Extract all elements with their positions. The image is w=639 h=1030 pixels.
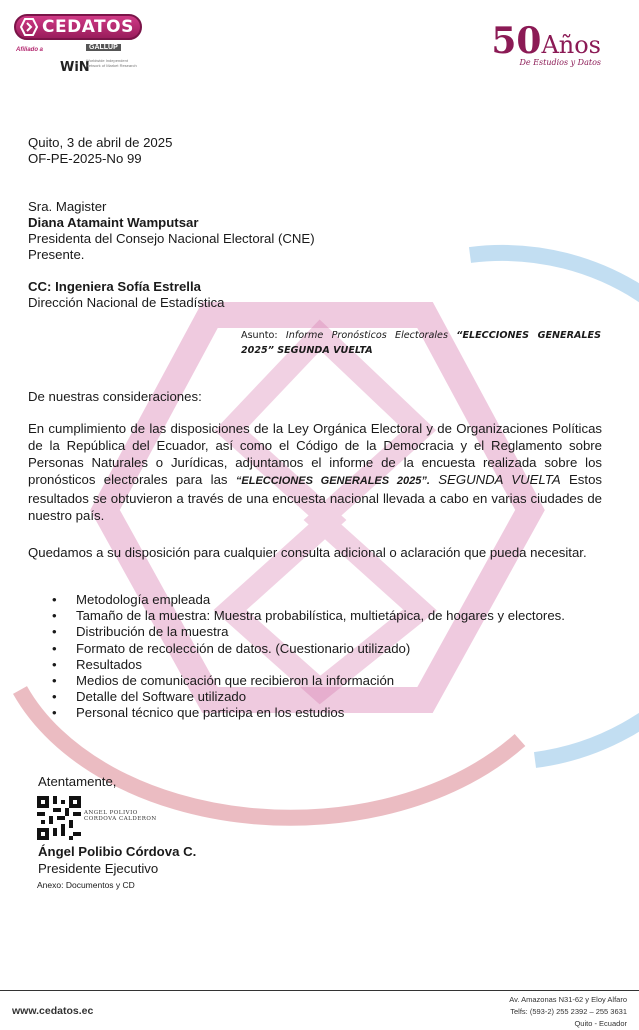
- list-item: • Distribución de la muestra: [52, 624, 565, 640]
- signer-role: Presidente Ejecutivo: [38, 861, 159, 876]
- signer-name: Ángel Polibio Córdova C.: [38, 844, 197, 859]
- subject-label: Asunto:: [241, 330, 278, 341]
- list-item: • Formato de recolección de datos. (Cuestionario utilizado): [52, 641, 565, 657]
- logo-text: CEDATOS: [42, 17, 134, 37]
- footer-address-line-2: Telfs: (593-2) 255 2392 – 255 3631: [510, 1007, 627, 1016]
- footer-divider: [0, 990, 639, 991]
- recipient-role: Presidenta del Consejo Nacional Electoral (CNE): [28, 231, 315, 246]
- cc-role: Dirección Nacional de Estadística: [28, 295, 225, 310]
- body-paragraph-2: Quedamos a su disposición para cualquier consulta adicional o aclaración que pueda necesitar.: [28, 545, 587, 560]
- list-item: • Tamaño de la muestra: Muestra probabilística, multietápica, de hogares y electores.: [52, 608, 565, 624]
- qr-signature-icon: [37, 796, 81, 840]
- win-subtitle: Worldwide Independent Network of Market Research: [86, 58, 137, 68]
- cedatos-logo-pill: [14, 14, 142, 40]
- anniversary-number: 50: [491, 20, 542, 62]
- affiliate-label: Afiliado a: [16, 47, 44, 53]
- greeting: De nuestras consideraciones:: [28, 389, 202, 404]
- list-item: • Personal técnico que participa en los estudios: [52, 705, 565, 721]
- anniversary-logo: [491, 20, 601, 67]
- anniversary-word: Años: [541, 31, 601, 59]
- body-p1-italic: SEGUNDA VUELTA: [438, 472, 561, 487]
- subject-bold: “ELECCIONES GENERALES 2025” SEGUNDA VUELTA: [241, 330, 601, 356]
- body-p1-part2: Estos resultados se obtuvieron a través de una encuesta nacional llevada a cabo en varias ciudades de nuestro país.: [28, 472, 602, 523]
- cedatos-logo: [14, 14, 144, 76]
- list-item: • Medios de comunicación que recibieron la información: [52, 673, 565, 689]
- footer-address-line-3: Quito - Ecuador: [574, 1019, 627, 1028]
- recipient-name: Diana Atamaint Wamputsar: [28, 215, 199, 230]
- body-p1-bold: “ELECCIONES GENERALES 2025”.: [235, 475, 430, 487]
- recipient-presente: Presente.: [28, 247, 85, 262]
- signature-text-2: CORDOVA CALDERON: [84, 816, 157, 822]
- cedatos-mark-icon: [19, 17, 39, 37]
- body-paragraph-1: [28, 420, 602, 524]
- recipient-title: Sra. Magister: [28, 199, 107, 214]
- place-date: Quito, 3 de abril de 2025: [28, 135, 173, 150]
- win-logo: WiN: [60, 60, 90, 75]
- body-p1-part1: En cumplimiento de las disposiciones de la Ley Orgánica Electoral y de Organizaciones Políticas de la República del Ecuador, así como el Código de la Democracia y el Reglamento sobre Personas Naturales o Jurídicas, adjuntamos el informe de la encuesta realizada sobre los pronósticos electorales para las: [28, 421, 602, 487]
- anniversary-subtitle: De Estudios y Datos: [519, 58, 601, 67]
- reference-number: OF-PE-2025-No 99: [28, 151, 142, 166]
- footer-website: www.cedatos.ec: [12, 1005, 94, 1017]
- cc-name: CC: Ingeniera Sofía Estrella: [28, 279, 201, 294]
- digital-signature-label: [84, 810, 157, 822]
- list-item: • Metodología empleada: [52, 592, 565, 608]
- closing: Atentamente,: [38, 774, 117, 789]
- annex-note: Anexo: Documentos y CD: [37, 880, 135, 890]
- list-item: • Detalle del Software utilizado: [52, 689, 565, 705]
- list-item: • Resultados: [52, 657, 565, 673]
- footer-address: [509, 994, 627, 1030]
- footer-address-line-1: Av. Amazonas N31-62 y Eloy Alfaro: [509, 995, 627, 1004]
- annex-list: [52, 592, 565, 722]
- subject-italic: Informe Pronósticos Electorales: [285, 330, 448, 341]
- subject-line: [241, 328, 601, 358]
- gallup-label: GALLUP: [86, 44, 121, 51]
- signature-text-1: ANGEL POLIVIO: [84, 810, 138, 816]
